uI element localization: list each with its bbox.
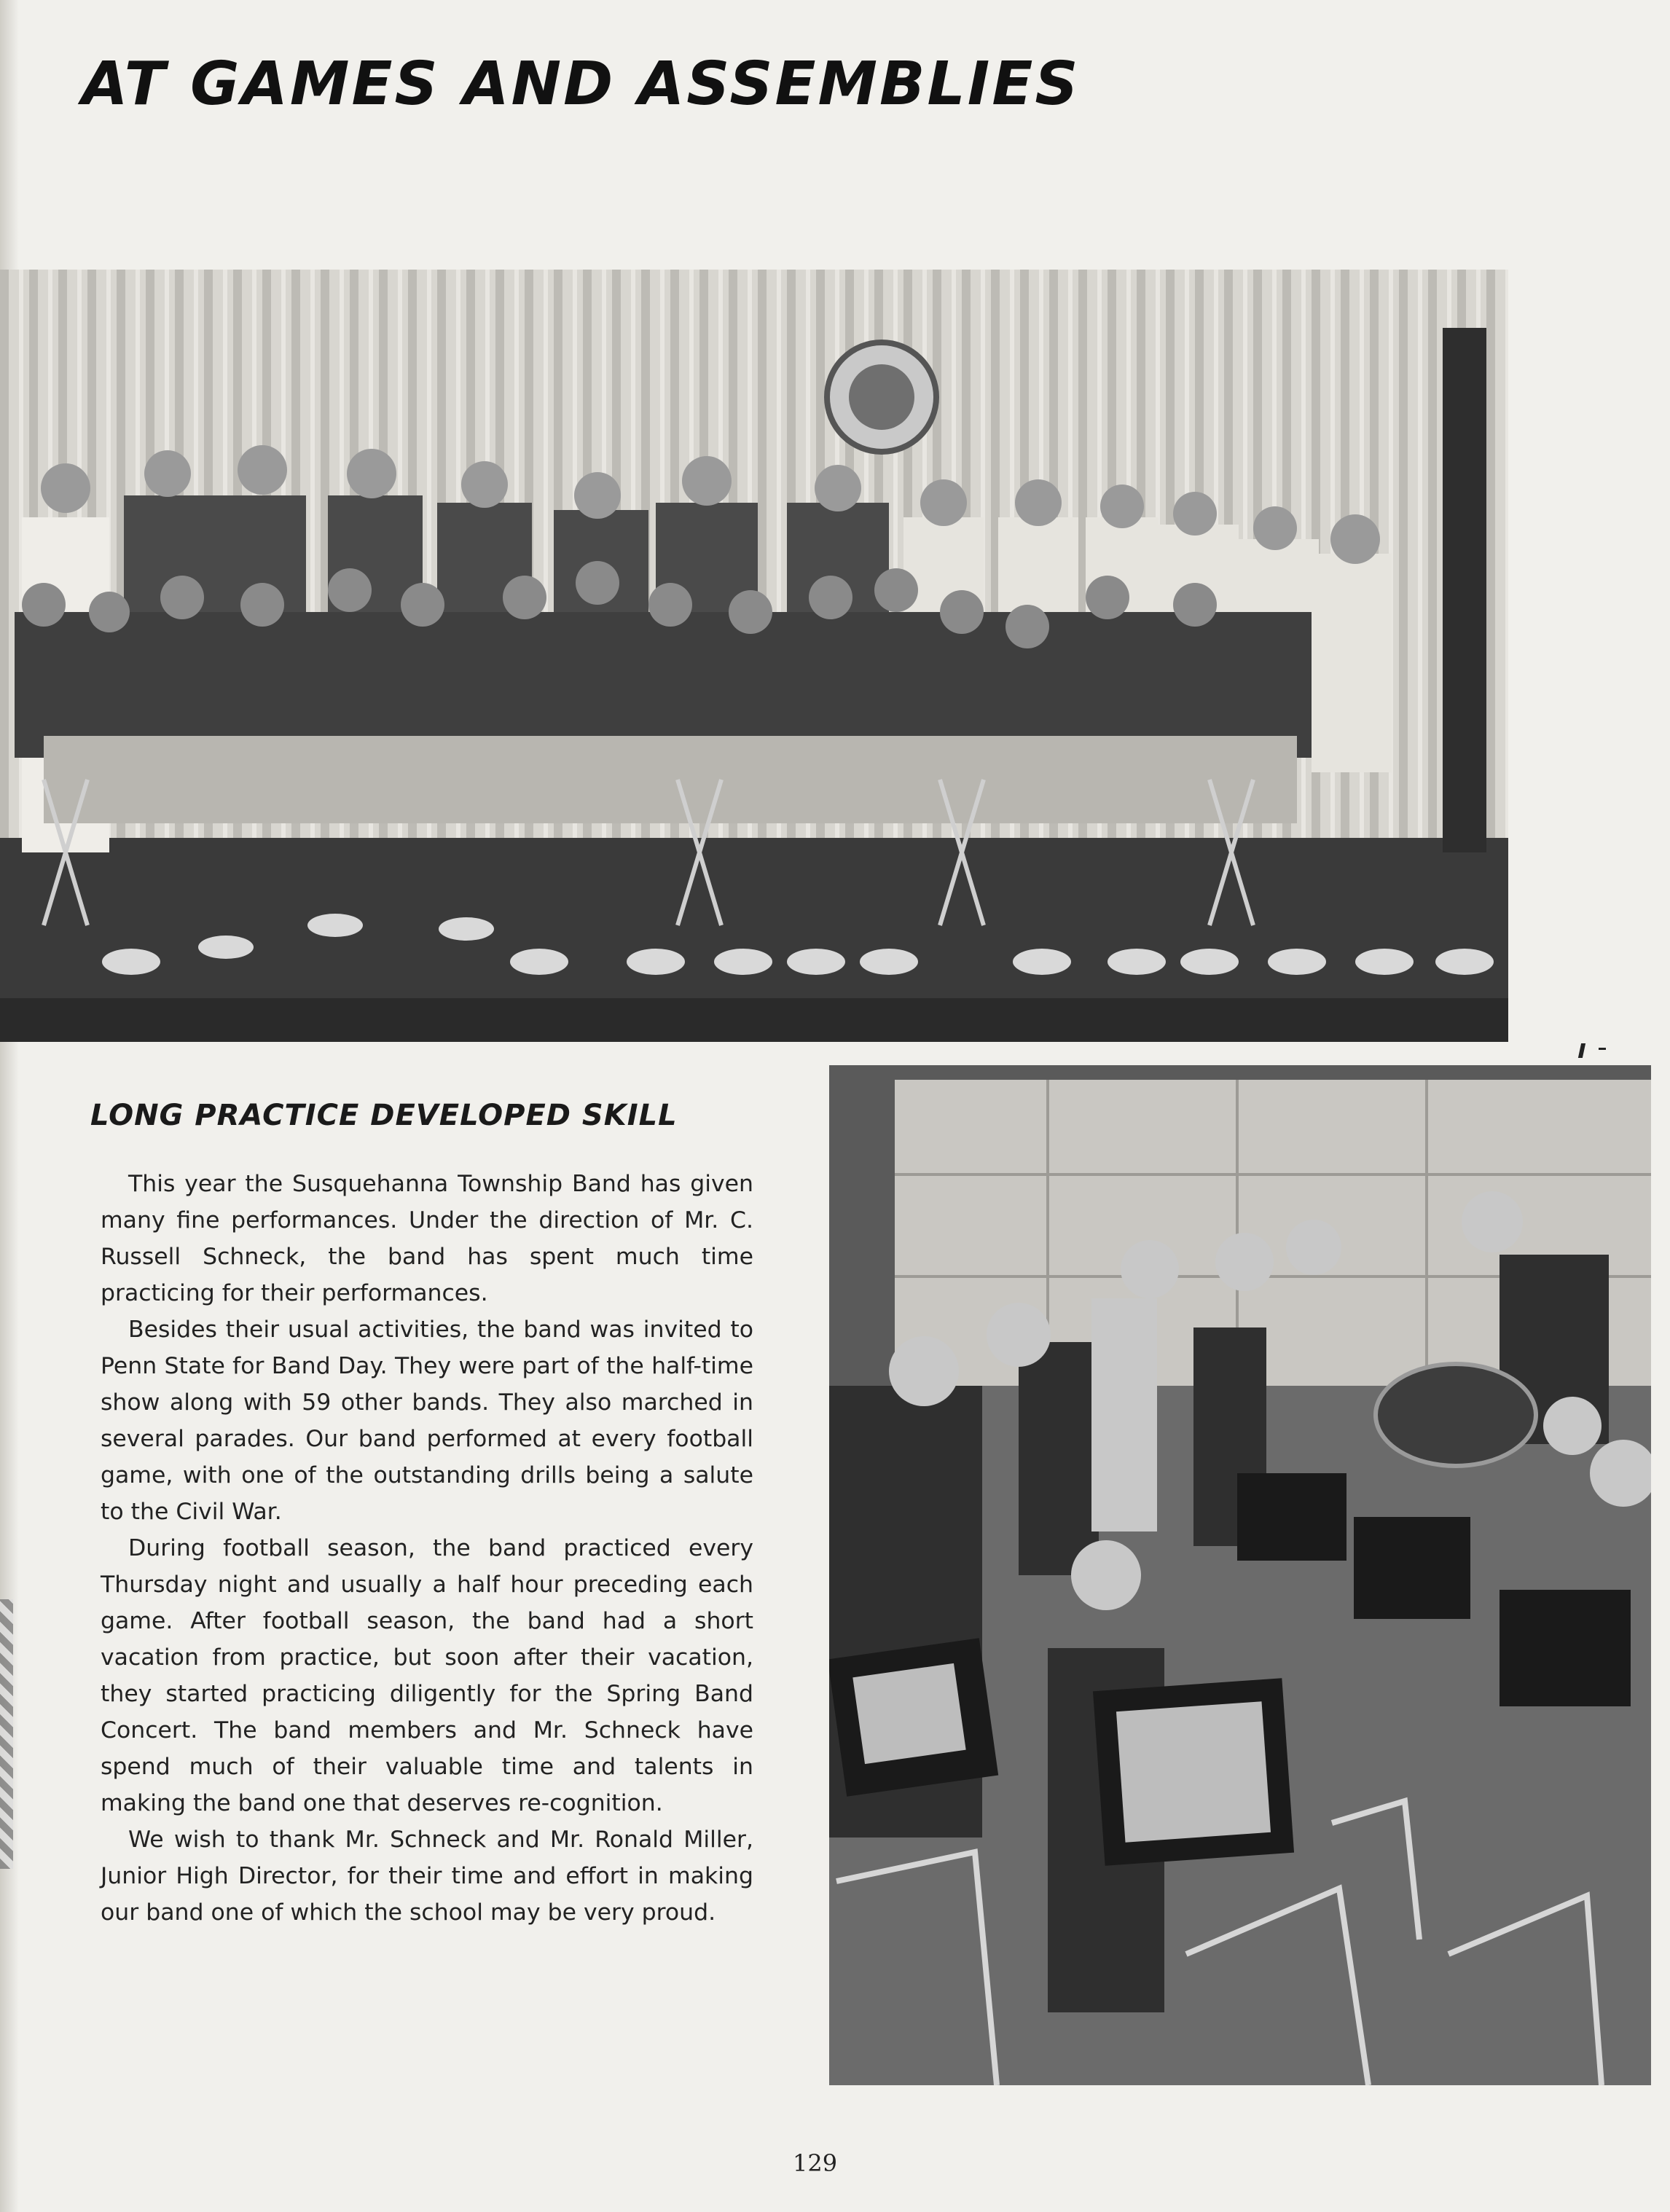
article-body [101,1166,753,1931]
band-practice-photo-image [829,1065,1651,2085]
article-paragraph: This year the Susquehanna Township Band has given many fine performances. Under the direction of Mr. C. Russell Schneck, the band has spent much time practicing for their performances. [101,1171,753,1306]
print-mark [1578,1043,1585,1058]
article-paragraph: During football season, the band practiced every Thursday night and usually a half hour preceding each game. After football season, the band had a short vacation from practice, but soon after their vacation, they started practicing diligently for the Spring Band Concert. The band members and Mr. Schneck have spend much of their valuable time and talents in making the band one that deserves re-cognition. [101,1535,753,1816]
page-title: AT GAMES AND ASSEMBLIES [82,50,1081,119]
article-paragraph: Besides their usual activities, the band was invited to Penn State for Band Day. They were part of the half-time show along with 59 other bands. They also marched in several parades. Our band performed at every football game, with one of the outstanding drills being a salute to the Civil War. [101,1317,753,1525]
band-group-photo-image [0,270,1508,1042]
band-practice-photo [829,1065,1651,2085]
page-number: 129 [793,2149,838,2177]
article-paragraph: We wish to thank Mr. Schneck and Mr. Ronald Miller, Junior High Director, for their time and effort in making our band one of which the school may be very proud. [101,1827,753,1926]
band-group-photo [0,270,1508,1042]
print-mark-dash [1599,1048,1606,1050]
page-edge-pattern [0,1599,13,1869]
section-heading: LONG PRACTICE DEVELOPED SKILL [90,1099,678,1132]
